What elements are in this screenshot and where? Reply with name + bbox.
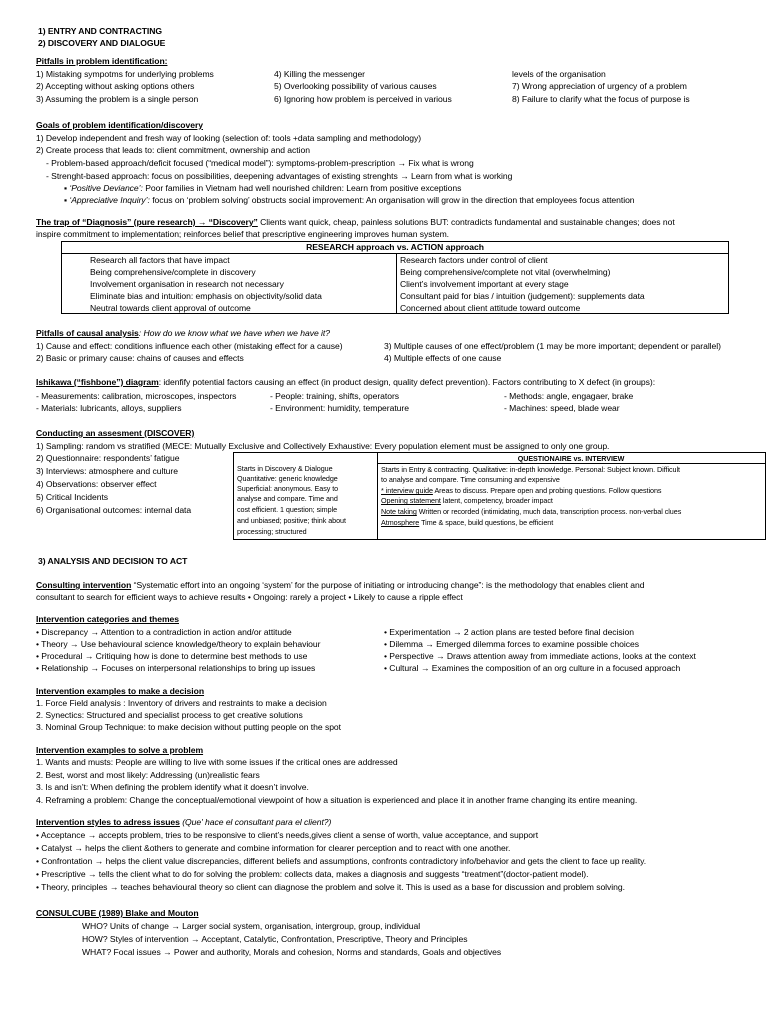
interview-cell bbox=[381, 496, 553, 505]
positive-deviance-term: ‘Positive Deviance’: bbox=[69, 183, 143, 193]
assessment-sampling: 1) Sampling: random vs stratified (MECE: Mutually Exclusive and Collectively Exhaustive: Every population element must be assigned to only one group. bbox=[36, 441, 610, 451]
styles-subtitle: (Que' hace el consultant para el client?) bbox=[179, 817, 332, 827]
assessment-item: 4) Observations: observer effect bbox=[36, 479, 157, 489]
ishikawa-text: : idenfify potential factors causing an effect (in product design, quality defect prevention). Factors contributing to X defect (in groups): bbox=[158, 377, 656, 387]
questionnaire-cell: analyse and compare. Time and bbox=[237, 494, 338, 503]
questionnaire-cell: processing; structured bbox=[237, 527, 307, 536]
positive-deviance-text: Poor families in Vietnam had well nourished children: Learn from positive exceptions bbox=[142, 183, 462, 193]
assessment-heading: Conducting an assesment (DISCOVER) bbox=[36, 428, 195, 438]
consulcube-item: WHAT? Focal issues → Power and authority, Morals and cohesion, Norms and standards, Goals and objectives bbox=[82, 947, 502, 957]
section-heading-analysis: 3) ANALYSIS AND DECISION TO ACT bbox=[38, 556, 188, 566]
solve-item: 1. Wants and musts: People are willing to live with some issues if the critical ones are addressed bbox=[36, 757, 398, 767]
table-divider bbox=[378, 463, 766, 464]
questionnaire-cell: and unbiased; positive; think about bbox=[237, 516, 346, 525]
ishikawa-factor: - Environment: humidity, temperature bbox=[270, 403, 409, 413]
pitfall-item: 5) Overlooking possibility of various causes bbox=[274, 81, 437, 91]
ishikawa-factor: - Materials: lubricants, alloys, suppliers bbox=[36, 403, 182, 413]
category-item: • Relationship → Focuses on interpersonal relationships to bring up issues bbox=[36, 663, 316, 673]
styles-heading: Intervention styles to adress issues bbox=[36, 817, 180, 827]
causal-item: 1) Cause and effect: conditions influence each other (mistaking effect for a cause) bbox=[36, 341, 343, 351]
solve-heading: Intervention examples to solve a problem bbox=[36, 745, 204, 755]
causal-question: : How do we know what we have when we have it? bbox=[138, 328, 330, 338]
action-cell: Concerned about client attitude toward outcome bbox=[400, 303, 581, 313]
pitfall-item: 4) Killing the messenger bbox=[274, 69, 365, 79]
interview-guide-text: Areas to discuss. Prepare open and probing questions. Follow questions bbox=[432, 486, 662, 495]
action-cell: Research factors under control of client bbox=[400, 255, 548, 265]
pitfall-item: 6) Ignoring how problem is perceived in various bbox=[274, 94, 452, 104]
consulcube-item: HOW? Styles of intervention → Acceptant, Catalytic, Confrontation, Prescriptive, Theory and Principles bbox=[82, 934, 468, 944]
interview-cell bbox=[381, 518, 553, 527]
solve-item: 2. Best, worst and most likely: Addressing (un)realistic fears bbox=[36, 770, 260, 780]
questionnaire-cell: Superficial: anonymous. Easy to bbox=[237, 484, 339, 493]
atmosphere-term: Atmosphere bbox=[381, 518, 420, 527]
research-cell: Neutral towards client approval of outcome bbox=[90, 303, 251, 313]
research-cell: Involvement organisation in research not necessary bbox=[90, 279, 284, 289]
trap-heading: The trap of “Diagnosis” (pure research) → “Discovery” bbox=[36, 217, 258, 227]
research-action-header: RESEARCH approach vs. ACTION approach bbox=[306, 242, 484, 252]
assessment-item: 2) Questionnaire: respondents’ fatigue bbox=[36, 453, 180, 463]
causal-heading-line bbox=[36, 328, 330, 339]
note-taking-term: Note taking bbox=[381, 507, 417, 516]
category-item: • Procedural → Critiquing how is done to determine best methods to use bbox=[36, 651, 308, 661]
questionnaire-cell: Quantitative: generic knowledge bbox=[237, 474, 338, 483]
questionnaire-cell: cost efficient. 1 question; simple bbox=[237, 505, 338, 514]
style-item: • Catalyst → helps the client &others to generate and combine information for clearer perception and to react with one another. bbox=[36, 843, 511, 853]
trap-line-2: inspire commitment to implementation; reinforces belief that prescriptive engineering improves human system. bbox=[36, 229, 450, 239]
categories-heading: Intervention categories and themes bbox=[36, 614, 180, 624]
section-heading-discovery: 2) DISCOVERY AND DIALOGUE bbox=[38, 38, 166, 48]
category-item: • Theory → Use behavioural science knowledge/theory to explain behaviour bbox=[36, 639, 321, 649]
pitfall-item: 3) Assuming the problem is a single person bbox=[36, 94, 199, 104]
causal-heading: Pitfalls of causal analysis bbox=[36, 328, 139, 338]
questionnaire-interview-header: QUESTIONAIRE vs. INTERVIEW bbox=[517, 454, 625, 463]
solve-item: 4. Reframing a problem: Change the conceptual/emotional viewpoint of how a situation is experienced and place it in another frame changing its entire meaning. bbox=[36, 795, 638, 805]
trap-line-1 bbox=[36, 217, 675, 228]
consulcube-item: WHO? Units of change → Larger social system, organisation, intergroup, group, individual bbox=[82, 921, 421, 931]
goals-line: - Strenght-based approach: focus on possibilities, deepening advantages of existing strenghts → Learn from what is working bbox=[46, 171, 513, 181]
style-item: • Prescriptive → tells the client what to do for solving the problem: collects data, makes a diagnosis and suggests “treatment”(doctor-patient model). bbox=[36, 869, 589, 879]
pitfall-item: 8) Failure to clarify what the focus of purpose is bbox=[512, 94, 690, 104]
action-cell: Consultant paid for bias / intuition (judgement): supplements data bbox=[400, 291, 645, 301]
pitfall-item: 1) Mistaking sympotms for underlying problems bbox=[36, 69, 214, 79]
causal-item: 4) Multiple effects of one cause bbox=[384, 353, 502, 363]
interview-guide-term: * interview guide bbox=[381, 486, 433, 495]
consulting-text: “Systematic effort into an ongoing ‘system’ for the purpose of initiating or introducing change”: is the methodology that enables client and bbox=[131, 580, 645, 590]
style-item: • Confrontation → helps the client value discrepancies, different beliefs and assumptions, confronts contradictory info/behavior and gets the client to face up reality. bbox=[36, 856, 647, 866]
causal-item: 2) Basic or primary cause: chains of causes and effects bbox=[36, 353, 244, 363]
research-cell: Being comprehensive/complete in discovery bbox=[90, 267, 256, 277]
appreciative-inquiry-text: focus on ‘problem solving’ obstructs social improvement: An organisation will grow in the direction that employees focus attention bbox=[149, 195, 635, 205]
action-cell: Client’s involvement important at every stage bbox=[400, 279, 569, 289]
pitfall-item: levels of the organisation bbox=[512, 69, 606, 79]
assessment-item: 3) Interviews: atmosphere and culture bbox=[36, 466, 178, 476]
goals-line: 1) Develop independent and fresh way of looking (selection of: tools +data sampling and methodology) bbox=[36, 133, 422, 143]
consulcube-heading: CONSULCUBE (1989) Blake and Mouton bbox=[36, 908, 199, 918]
section-heading-entry: 1) ENTRY AND CONTRACTING bbox=[38, 26, 163, 36]
research-cell: Eliminate bias and intuition: emphasis on objectivity/solid data bbox=[90, 291, 322, 301]
decision-item: 3. Nominal Group Technique: to make decision without putting people on the spot bbox=[36, 722, 341, 732]
consulting-heading: Consulting intervention bbox=[36, 580, 132, 590]
decision-item: 1. Force Field analysis : Inventory of drivers and restraints to make a decision bbox=[36, 698, 327, 708]
style-item: • Theory, principles → teaches behavioural theory so client can diagnose the problem and solve it. This is used as a base for discussion and problem solving. bbox=[36, 882, 625, 892]
ishikawa-factor: - Measurements: calibration, microscopes, inspectors bbox=[36, 391, 237, 401]
assessment-item: 5) Critical Incidents bbox=[36, 492, 109, 502]
interview-cell bbox=[381, 486, 661, 495]
trap-text: Clients want quick, cheap, painless solutions BUT: contradicts fundamental and sustainable changes; does not bbox=[257, 217, 675, 227]
category-item: • Discrepancy → Attention to a contradiction in action and/or attitude bbox=[36, 627, 292, 637]
opening-statement-text: latent, competency, broader impact bbox=[440, 496, 553, 505]
styles-heading-line bbox=[36, 817, 331, 828]
ishikawa-factor: - People: training, shifts, operators bbox=[270, 391, 400, 401]
goals-line: - Problem-based approach/deficit focused (“medical model”): symptoms-problem-prescription → Fix what is wrong bbox=[46, 158, 474, 168]
solve-item: 3. Is and isn’t: When defining the problem identify what it doesn’t involve. bbox=[36, 782, 309, 792]
assessment-item: 6) Organisational outcomes: internal data bbox=[36, 505, 192, 515]
pitfalls-heading: Pitfalls in problem identification: bbox=[36, 56, 168, 66]
interview-cell: Starts in Entry & contracting. Qualitative: in-depth knowledge. Personal: Subject known. Difficult bbox=[381, 465, 680, 474]
ishikawa-heading: Ishikawa (“fishbone”) diagram bbox=[36, 377, 159, 387]
goals-heading: Goals of problem identification/discovery bbox=[36, 120, 203, 130]
causal-item: 3) Multiple causes of one effect/problem (1 may be more important; dependent or parallel) bbox=[384, 341, 721, 351]
interview-cell: to analyse and compare. Time consuming and expensive bbox=[381, 475, 560, 484]
style-item: • Acceptance → accepts problem, tries to be responsive to client’s needs,gives client a sense of worth, value acceptance, and support bbox=[36, 830, 539, 840]
table-divider bbox=[61, 253, 729, 254]
note-taking-text: Written or recorded (intimidating, much data, transcription process. non-verbal clues bbox=[416, 507, 682, 516]
interview-cell bbox=[381, 507, 681, 516]
category-item: • Experimentation → 2 action plans are tested before final decision bbox=[384, 627, 634, 637]
goals-line-positive-deviance: ▪ ‘Positive Deviance’: Poor families in Vietnam had well nourished children: Learn from positive exceptions bbox=[64, 183, 462, 193]
pitfall-item: 7) Wrong appreciation of urgency of a problem bbox=[512, 81, 687, 91]
atmosphere-text: Time & space, build questions, be efficient bbox=[419, 518, 554, 527]
category-item: • Perspective → Draws attention away from immediate actions, looks at the context bbox=[384, 651, 696, 661]
goals-line: 2) Create process that leads to: client commitment, ownership and action bbox=[36, 145, 310, 155]
consulting-line-1 bbox=[36, 580, 644, 591]
action-cell: Being comprehensive/complete not vital (overwhelming) bbox=[400, 267, 611, 277]
table-divider bbox=[377, 452, 378, 540]
category-item: • Dilemma → Emerged dilemma forces to examine possible choices bbox=[384, 639, 639, 649]
appreciative-inquiry-term: ‘Appreciative Inquiry’: bbox=[69, 195, 150, 205]
decision-heading: Intervention examples to make a decision bbox=[36, 686, 205, 696]
consulting-line-2: consultant to search for efficient ways to achieve results • Ongoing: rarely a project • Likely to cause a ripple effect bbox=[36, 592, 463, 602]
ishikawa-line bbox=[36, 377, 655, 388]
table-divider bbox=[396, 253, 397, 314]
goals-line-appreciative-inquiry: ▪ ‘Appreciative Inquiry’: focus on ‘problem solving’ obstructs social improvement: An organisation will grow in the direction that employees focus attention bbox=[64, 195, 635, 205]
opening-statement-term: Opening statement bbox=[381, 496, 441, 505]
research-cell: Research all factors that have impact bbox=[90, 255, 230, 265]
category-item: • Cultural → Examines the composition of an org culture in a focused approach bbox=[384, 663, 681, 673]
pitfall-item: 2) Accepting without asking options others bbox=[36, 81, 195, 91]
ishikawa-factor: - Machines: speed, blade wear bbox=[504, 403, 620, 413]
ishikawa-factor: - Methods: angle, engagaer, brake bbox=[504, 391, 634, 401]
questionnaire-cell: Starts in Discovery & Dialogue bbox=[237, 464, 333, 473]
decision-item: 2. Synectics: Structured and specialist process to get creative solutions bbox=[36, 710, 303, 720]
